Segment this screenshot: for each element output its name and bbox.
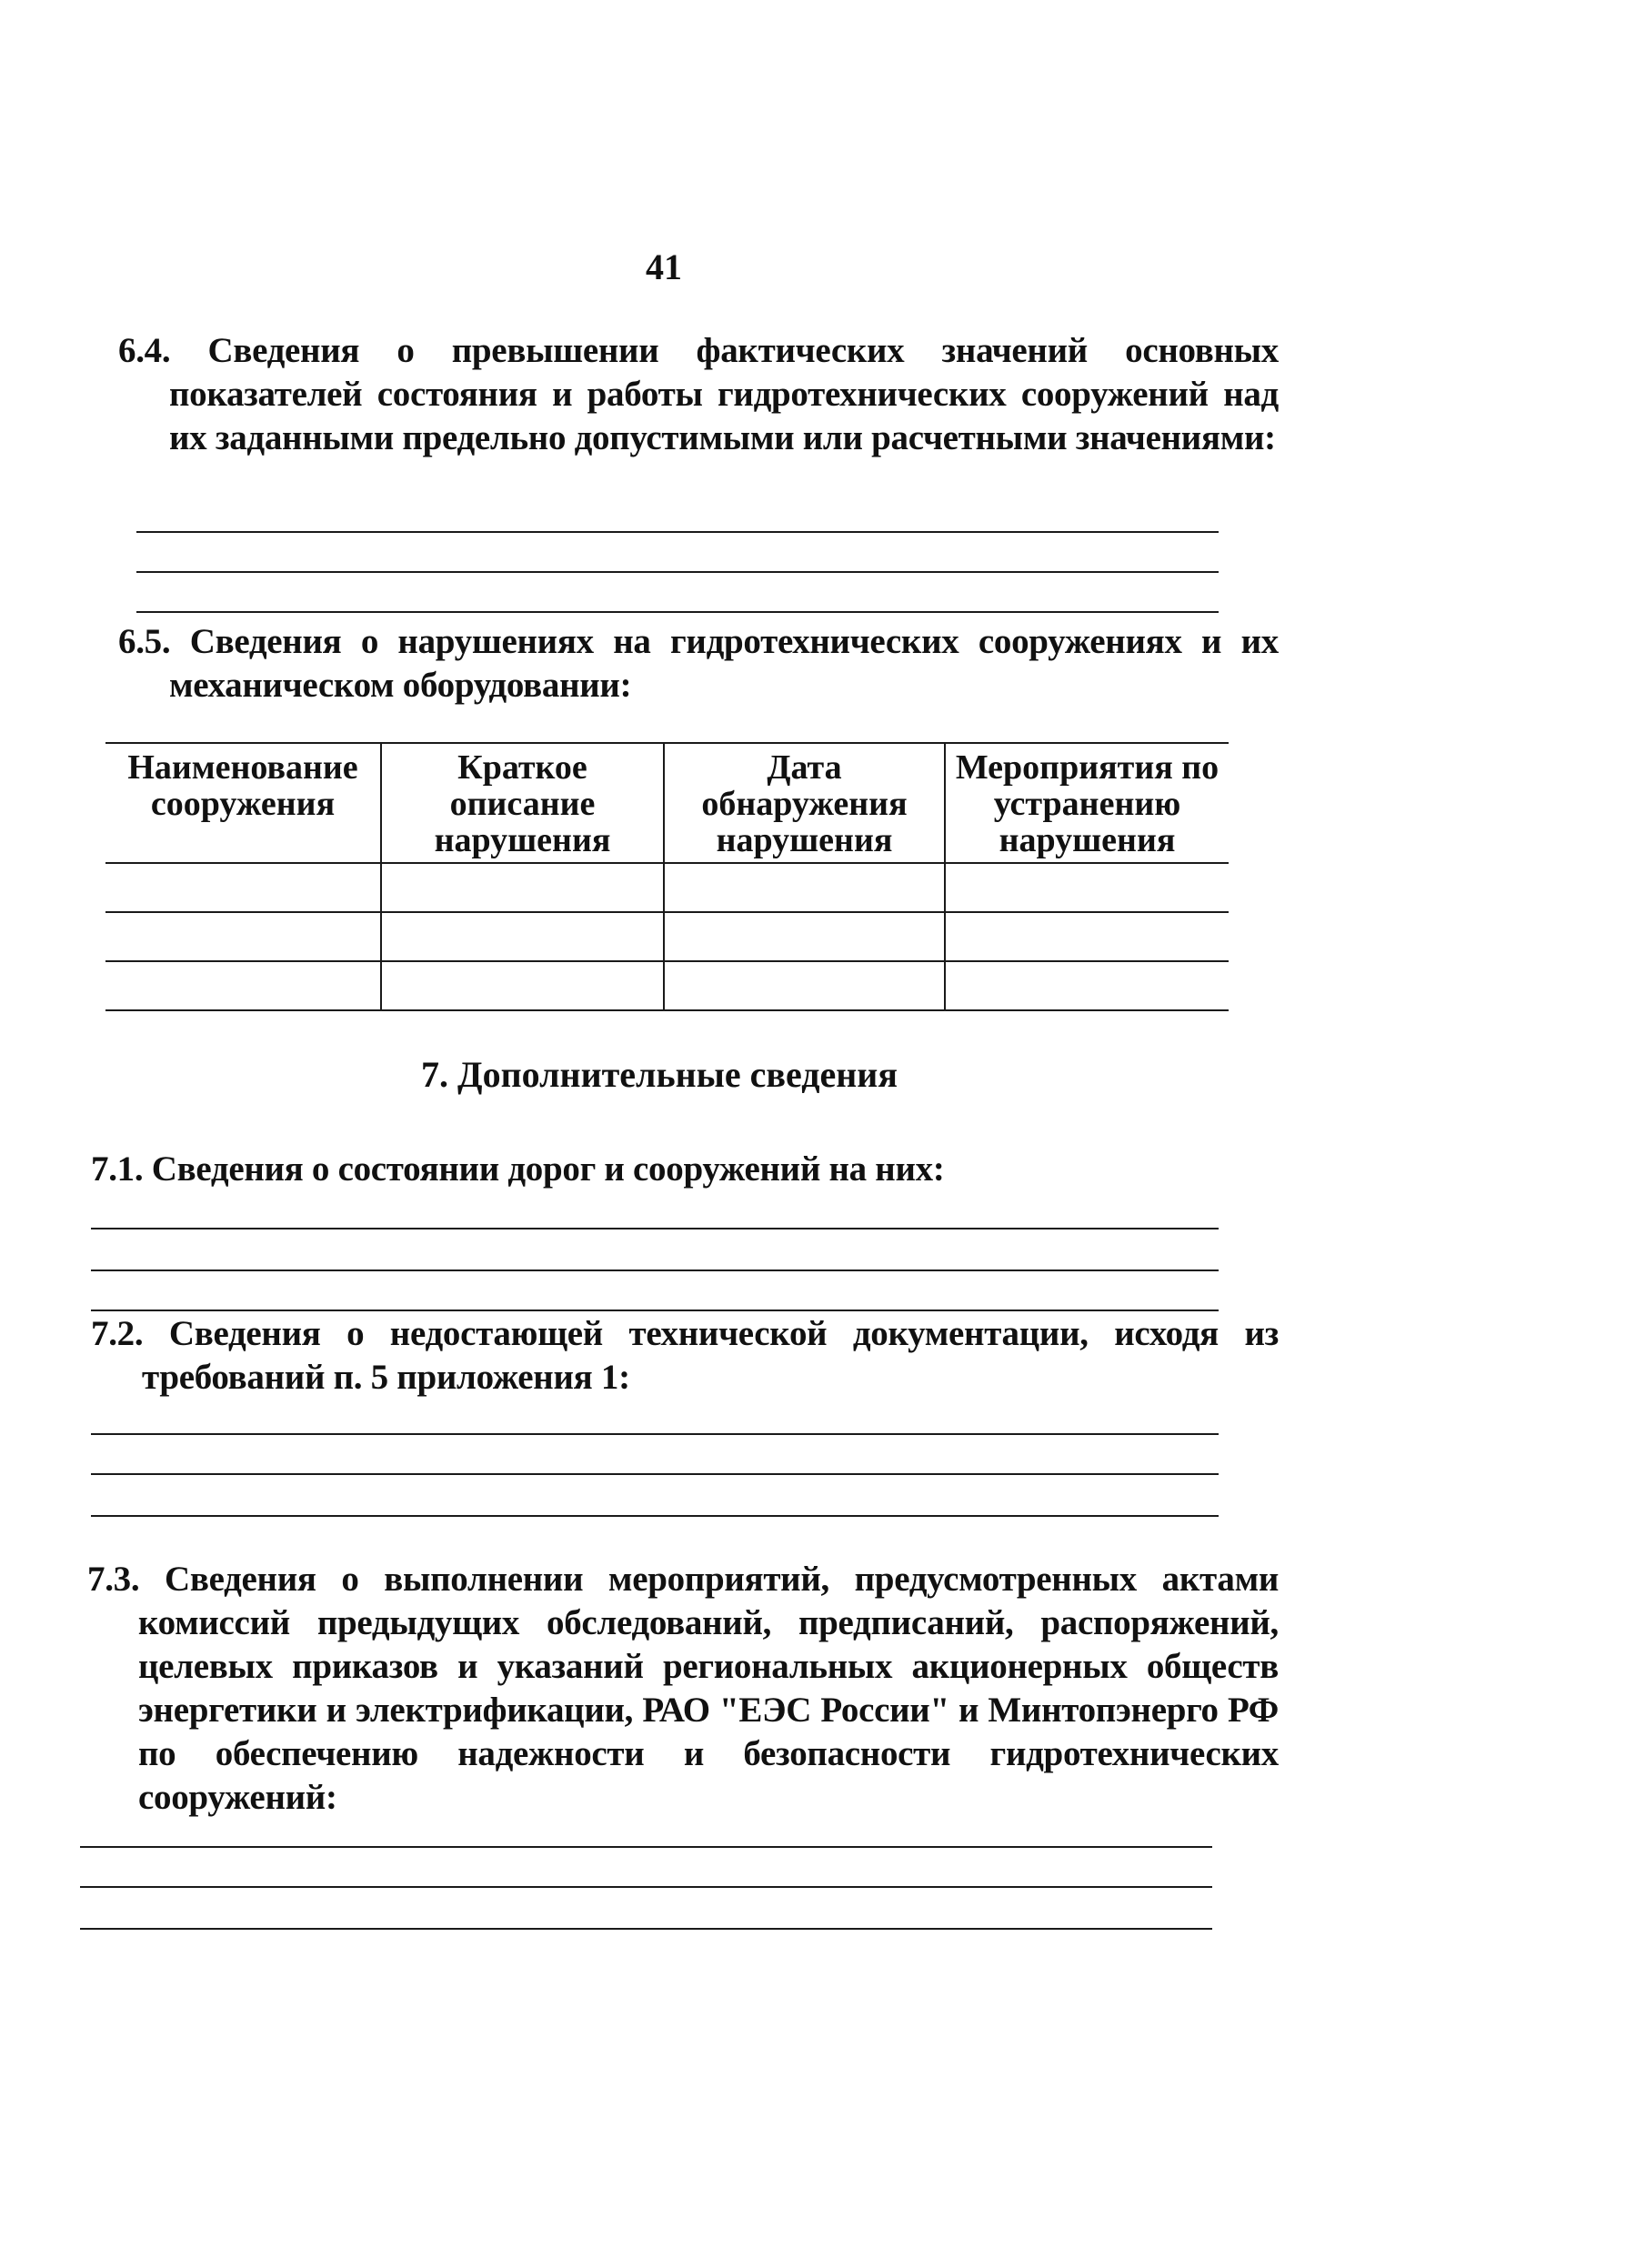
item-6-5-text: Сведения о нарушениях на гидротехнических сооружениях и их механическом оборудовании:: [169, 622, 1279, 705]
table-header-row: [105, 743, 1229, 863]
table-cell: [664, 961, 945, 1010]
table-cell: [945, 863, 1229, 912]
violations-table: [105, 742, 1229, 1011]
table-cell: [105, 863, 381, 912]
item-7-2: [91, 1312, 1279, 1400]
item-6-5-number: 6.5.: [118, 622, 171, 661]
answer-line: [91, 1473, 1219, 1475]
table-row: [105, 961, 1229, 1010]
item-6-4-text: Сведения о превышении фактических значений основных показателей состояния и работы гидротехнических сооружений над их заданными предельно допустимыми или расчетными значениями:: [169, 331, 1280, 457]
item-7-2-number: 7.2.: [91, 1314, 144, 1353]
table-cell: [105, 961, 381, 1010]
item-6-5: [118, 620, 1279, 707]
answer-line: [91, 1515, 1219, 1517]
answer-line: [136, 531, 1219, 533]
table-cell: [381, 863, 664, 912]
header-structure-name: Наименование сооружения: [105, 743, 381, 863]
table-row: [105, 912, 1229, 961]
item-7-1: [91, 1148, 1228, 1191]
item-7-3-text: Сведения о выполнении мероприятий, предусмотренных актами комиссий предыдущих обследований, предписаний, распоряжений, целевых приказов и указаний региональных акционерных обществ энергетики и электрификации, РАО "ЕЭС России" и Минтопэнерго РФ по обеспечению надежности и безопасности гидротехнических сооружений:: [138, 1560, 1279, 1817]
item-6-4: [118, 329, 1279, 460]
answer-line: [80, 1886, 1212, 1888]
table-cell: [664, 863, 945, 912]
table-cell: [381, 961, 664, 1010]
table-cell: [945, 961, 1229, 1010]
table-cell: [945, 912, 1229, 961]
table-row: [105, 863, 1229, 912]
header-detection-date: Дата обнаружения нарушения: [664, 743, 945, 863]
answer-line: [80, 1928, 1212, 1930]
item-7-1-text: Сведения о состоянии дорог и сооружений на них:: [151, 1149, 945, 1189]
answer-line: [136, 571, 1219, 573]
item-6-4-number: 6.4.: [118, 331, 171, 370]
item-7-1-number: 7.1.: [91, 1149, 144, 1189]
answer-line: [91, 1433, 1219, 1435]
item-7-2-text: Сведения о недостающей технической документации, исходя из требований п. 5 приложения 1:: [142, 1314, 1279, 1397]
item-7-3: [87, 1558, 1279, 1820]
section-7-title: 7. Дополнительные сведения: [421, 1054, 898, 1095]
header-violation-description: Краткое описание нарушения: [381, 743, 664, 863]
page-number: 41: [646, 246, 682, 287]
answer-line: [91, 1269, 1219, 1271]
table-cell: [664, 912, 945, 961]
answer-line: [80, 1846, 1212, 1848]
table-cell: [381, 912, 664, 961]
table-cell: [105, 912, 381, 961]
answer-line: [91, 1228, 1219, 1229]
header-remediation-measures: Мероприятия по устранению нарушения: [945, 743, 1229, 863]
answer-line: [136, 611, 1219, 613]
item-7-3-number: 7.3.: [87, 1560, 140, 1599]
answer-line: [91, 1310, 1219, 1311]
